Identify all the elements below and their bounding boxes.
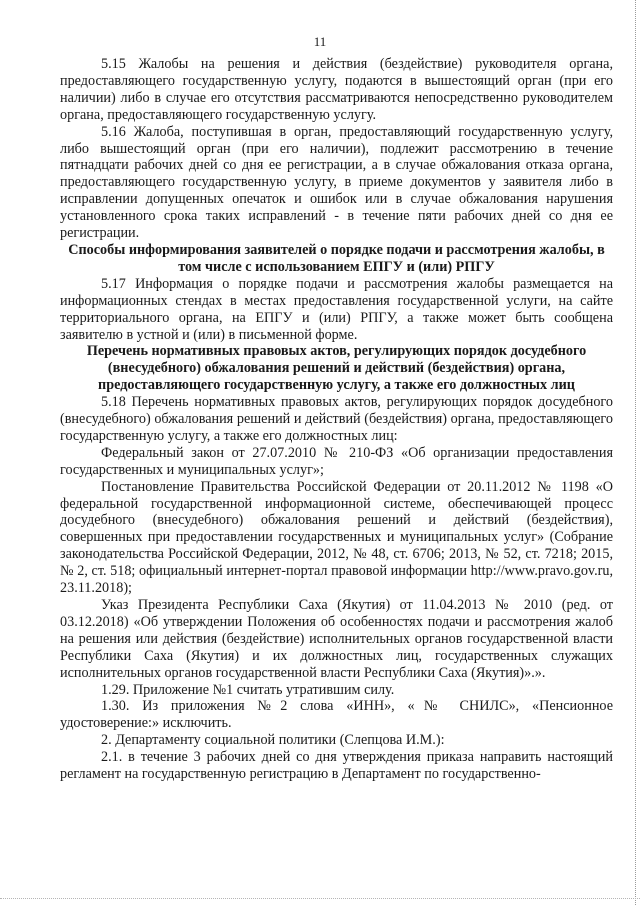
paragraph-5-16: 5.16 Жалоба, поступившая в орган, предоставляющий государственную услугу, либо вышестоящий орган (при его наличии), подлежит рассмотрению в течение пятнадцати рабочих дней со дня ее регистрации, а в случае обжалования отказа органа, предоставляющего государственную услугу, в приеме документов у заявителя либо в исправлении допущенных опечаток и ошибок или в случае обжалования нарушения установленного срока таких исправлений - в течение пяти рабочих дней со дня ее регистрации. bbox=[60, 123, 613, 242]
paragraph-2-1: 2.1. в течение 3 рабочих дней со дня утверждения приказа направить настоящий регламент на государственную регистрацию в Департамент по государственно- bbox=[60, 749, 613, 783]
scan-edge-line bbox=[635, 0, 636, 905]
paragraph-federal-law: Федеральный закон от 27.07.2010 № 210-ФЗ «Об организации предоставления государственных и муниципальных услуг»; bbox=[60, 444, 613, 478]
paragraph-2: 2. Департаменту социальной политики (Слепцова И.М.): bbox=[101, 732, 445, 749]
section-heading-complaint-info: Способы информирования заявителей о порядке подачи и рассмотрения жалобы, в том числе с использованием ЕПГУ и (или) РПГУ bbox=[68, 241, 605, 275]
paragraph-1-30: 1.30. Из приложения №2 слова «ИНН», «№ СНИЛС», «Пенсионное удостоверение:» исключить. bbox=[60, 698, 613, 732]
document-body bbox=[60, 56, 613, 783]
scan-bottom-line bbox=[0, 898, 640, 899]
page-number: 11 bbox=[313, 34, 327, 49]
paragraph-1-29: 1.29. Приложение №1 считать утратившим силу. bbox=[101, 681, 395, 698]
section-heading-legal-acts: Перечень нормативных правовых актов, регулирующих порядок досудебного (внесудебного) обжалования решений и действий (бездействия) органа, предоставляющего государственную услугу, а также его должностных лиц bbox=[86, 343, 587, 394]
paragraph-5-18: 5.18 Перечень нормативных правовых актов, регулирующих порядок досудебного (внесудебного) обжалования решений и действий (бездействия) органа, предоставляющего государственную услугу, а также его должностных лиц: bbox=[60, 394, 613, 444]
paragraph-5-15: 5.15 Жалобы на решения и действия (бездействие) руководителя органа, предоставляющего государственную услугу, подаются в вышестоящий орган (при его наличии) либо в случае его отсутствия рассматриваются непосредственно руководителем органа, предоставляющего государственную услугу. bbox=[60, 56, 613, 123]
paragraph-5-17: 5.17 Информация о порядке подачи и рассмотрения жалобы размещается на информационных стендах в местах предоставления государственной услуги, на сайте территориального органа, на ЕПГУ и (или) РПГУ, а также может быть сообщена заявителю в устной и (или) в письменной форме. bbox=[60, 275, 613, 343]
paragraph-government-decree: Постановление Правительства Российской Федерации от 20.11.2012 № 1198 «О федеральной государственной информационной системе, обеспечивающей процесс досудебного (внесудебного) обжалования решений и действий (бездействия), совершенных при предоставлении государственных и муниципальных услуг» (Собрание законодательства Российской Федерации, 2012, № 48, ст. 6706; 2013, № 52, ст. 7218; 2015, № 2, ст. 518; официальный интернет-портал правовой информации http://www.pravo.gov.ru, 23.11.2018); bbox=[60, 478, 613, 597]
paragraph-president-decree: Указ Президента Республики Саха (Якутия) от 11.04.2013 № 2010 (ред. от 03.12.2018) «Об утверждении Положения об особенностях подачи и рассмотрения жалоб на решения или действия (бездействие) исполнительных органов государственной власти Республики Саха (Якутия) и их должностных лиц, государственных служащих исполнительных органов государственной власти Республики Саха (Якутия)».». bbox=[60, 597, 613, 681]
